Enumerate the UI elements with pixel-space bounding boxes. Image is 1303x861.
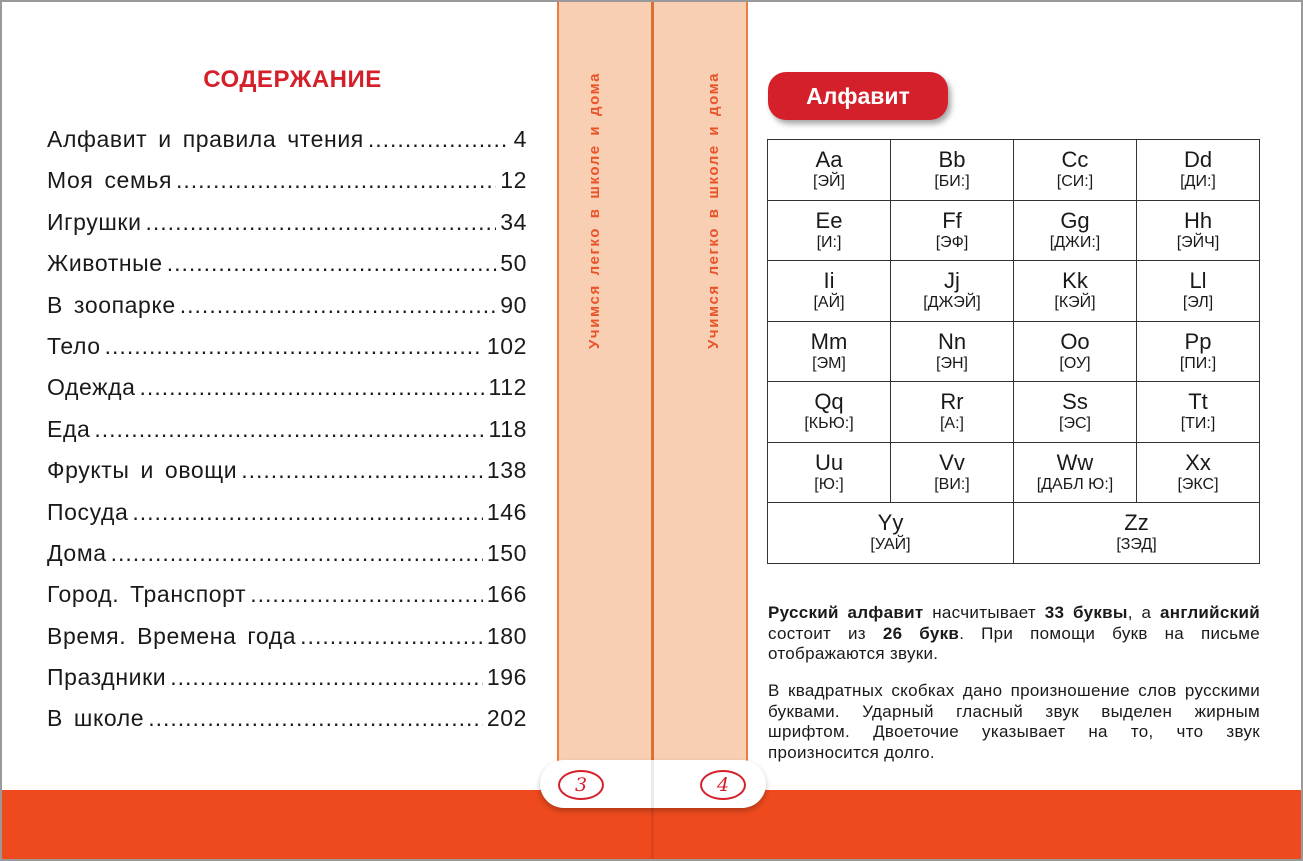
- toc-item-label: Игрушки: [47, 208, 142, 235]
- toc-dot-leader: [170, 664, 483, 691]
- alphabet-pronunciation: [КЬЮ:]: [804, 415, 854, 433]
- toc-item-label: Время. Времена года: [47, 622, 297, 649]
- toc-item-label: Тело: [47, 332, 101, 359]
- alphabet-pronunciation: [ЭКС]: [1177, 475, 1219, 493]
- alphabet-pronunciation: [А:]: [939, 415, 964, 433]
- alphabet-pronunciation: [ДИ:]: [1180, 173, 1216, 191]
- toc-item-page: 150: [486, 539, 527, 566]
- toc-item: [47, 705, 527, 746]
- toc-item-label: Еда: [47, 415, 91, 442]
- toc-dot-leader: [132, 499, 482, 526]
- alphabet-cell: [1014, 321, 1137, 382]
- alphabet-cell: [891, 321, 1014, 382]
- alphabet-letter: Dd: [1183, 147, 1213, 173]
- alphabet-pronunciation: [АЙ]: [813, 294, 845, 312]
- toc-item-page: 146: [486, 498, 527, 525]
- alphabet-pronunciation: [ДАБЛ Ю:]: [1036, 475, 1114, 493]
- toc-item-label: Животные: [47, 250, 163, 277]
- alphabet-letter: Jj: [944, 268, 960, 294]
- alphabet-pronunciation: [И:]: [816, 233, 842, 251]
- toc-item: [47, 292, 527, 333]
- toc-item-label: Моя семья: [47, 167, 172, 194]
- toc-item: [47, 250, 527, 291]
- alphabet-cell: [891, 442, 1014, 503]
- alphabet-cell: [1014, 503, 1260, 564]
- spine-right-strip: [652, 0, 748, 790]
- alphabet-letter: Ff: [942, 207, 962, 233]
- toc-dot-leader: [368, 126, 510, 153]
- alphabet-pronunciation: [Ю:]: [814, 475, 844, 493]
- toc-item-page: 102: [486, 332, 527, 359]
- toc-item-page: 4: [513, 126, 527, 152]
- toc-item: [47, 540, 527, 581]
- toc-item-page: 180: [486, 622, 527, 649]
- toc-dot-leader: [300, 623, 483, 650]
- alphabet-cell: [1137, 200, 1260, 261]
- alphabet-pronunciation: [ЭС]: [1059, 415, 1091, 433]
- toc-dot-leader: [241, 457, 483, 484]
- toc-item-label: Алфавит и правила чтения: [47, 126, 364, 152]
- toc-item-label: Одежда: [47, 374, 136, 401]
- alphabet-letter: Zz: [1124, 510, 1149, 536]
- alphabet-row: [768, 442, 1260, 503]
- toc-item-page: 196: [486, 664, 527, 691]
- toc-item-page: 166: [486, 581, 527, 608]
- toc-item-page: 118: [488, 415, 527, 442]
- alphabet-letter: Ll: [1189, 268, 1207, 294]
- alphabet-cell: [1014, 140, 1137, 201]
- toc-item-label: В школе: [47, 705, 145, 732]
- toc-item: [47, 167, 527, 208]
- bold-text-run: Русский алфавит: [768, 603, 924, 622]
- alphabet-cell: [1137, 382, 1260, 443]
- toc-dot-leader: [140, 374, 485, 401]
- toc-dot-leader: [105, 333, 483, 360]
- alphabet-cell: [768, 382, 891, 443]
- alphabet-letter: Qq: [814, 389, 844, 415]
- alphabet-pronunciation: [КЭЙ]: [1054, 294, 1096, 312]
- toc-item: [47, 209, 527, 250]
- alphabet-letter: Ss: [1062, 389, 1088, 415]
- toc-title: СОДЕРЖАНИЕ: [203, 66, 382, 93]
- alphabet-table: [767, 139, 1260, 564]
- toc-dot-leader: [250, 581, 483, 608]
- alphabet-pronunciation: [БИ:]: [934, 173, 970, 191]
- alphabet-letter: Kk: [1062, 268, 1088, 294]
- toc-item-label: Дома: [47, 539, 107, 566]
- alphabet-pronunciation: [ЭН]: [936, 354, 968, 372]
- alphabet-cell: [768, 200, 891, 261]
- alphabet-pronunciation: [ВИ:]: [934, 475, 970, 493]
- alphabet-cell: [891, 382, 1014, 443]
- toc-item: [47, 499, 527, 540]
- alphabet-cell: [1014, 442, 1137, 503]
- alphabet-row: [768, 200, 1260, 261]
- alphabet-pronunciation: [СИ:]: [1056, 173, 1094, 191]
- alphabet-pronunciation: [ЭЙЧ]: [1176, 233, 1220, 251]
- alphabet-cell: [1137, 261, 1260, 322]
- toc-list: [47, 126, 527, 747]
- alphabet-row: [768, 321, 1260, 382]
- alphabet-letter: Vv: [939, 449, 965, 475]
- text-run: . При помощи букв на письме отображаются звуки.: [768, 623, 1260, 664]
- alphabet-pronunciation: [ЗЭД]: [1116, 536, 1157, 554]
- alphabet-description: [768, 603, 1260, 665]
- toc-item-page: 50: [500, 250, 527, 277]
- toc-item-label: Праздники: [47, 664, 167, 691]
- alphabet-pronunciation: [ТИ:]: [1180, 415, 1216, 433]
- alphabet-cell: [768, 261, 891, 322]
- toc-item-label: Посуда: [47, 498, 129, 525]
- toc-item: [47, 664, 527, 705]
- alphabet-row: [768, 503, 1260, 564]
- alphabet-letter: Cc: [1061, 147, 1089, 173]
- alphabet-letter: Ii: [823, 268, 835, 294]
- toc-item-page: 202: [486, 705, 527, 732]
- alphabet-letter: Uu: [814, 449, 844, 475]
- page-number-left: 3: [558, 770, 604, 800]
- toc-item: [47, 623, 527, 664]
- toc-item: [47, 333, 527, 374]
- alphabet-letter: Oo: [1060, 328, 1090, 354]
- alphabet-row: [768, 140, 1260, 201]
- alphabet-letter: Bb: [938, 147, 966, 173]
- toc-item: [47, 374, 527, 415]
- alphabet-pronunciation: [ЭЙ]: [813, 173, 845, 191]
- alphabet-cell: [891, 200, 1014, 261]
- alphabet-letter: Nn: [937, 328, 967, 354]
- alphabet-cell: [1137, 442, 1260, 503]
- alphabet-letter: Ee: [815, 207, 843, 233]
- alphabet-letter: Mm: [810, 328, 848, 354]
- text-run: насчитывает: [923, 603, 1045, 622]
- toc-dot-leader: [94, 416, 484, 443]
- alphabet-cell: [768, 442, 891, 503]
- alphabet-cell: [1014, 261, 1137, 322]
- toc-item: [47, 457, 527, 498]
- alphabet-pronunciation: [ДЖИ:]: [1049, 233, 1101, 251]
- alphabet-letter: Ww: [1056, 449, 1094, 475]
- alphabet-cell: [891, 261, 1014, 322]
- toc-item-label: В зоопарке: [47, 291, 176, 318]
- alphabet-cell: [1014, 382, 1137, 443]
- alphabet-pronunciation: [УАЙ]: [870, 536, 911, 554]
- toc-dot-leader: [167, 250, 497, 277]
- toc-item-page: 12: [500, 167, 527, 194]
- alphabet-cell: [768, 503, 1014, 564]
- alphabet-cell: [1137, 321, 1260, 382]
- toc-item-page: 34: [500, 208, 527, 235]
- alphabet-pronunciation: [ЭФ]: [935, 233, 969, 251]
- toc-item-label: Город. Транспорт: [47, 581, 247, 608]
- alphabet-row: [768, 382, 1260, 443]
- page-fold: [651, 0, 654, 861]
- alphabet-heading: Алфавит: [768, 72, 948, 120]
- alphabet-letter: Aa: [815, 147, 843, 173]
- spine-caption-right: Учимся легко в школе и дома: [705, 72, 722, 350]
- alphabet-letter: Yy: [877, 510, 904, 536]
- toc-item-page: 112: [488, 374, 527, 401]
- toc-item: [47, 581, 527, 622]
- text-run: , а: [1127, 603, 1161, 622]
- alphabet-letter: Rr: [940, 389, 964, 415]
- alphabet-letter: Pp: [1184, 328, 1212, 354]
- pronunciation-note: В квадратных скобках дано произношение слов русскими буквами. Ударный гласный звук выделен жирным шрифтом. Двоеточие указывает на то, что звук произносится долго.: [768, 681, 1260, 762]
- alphabet-letter: Xx: [1185, 449, 1211, 475]
- toc-item-label: Фрукты и овощи: [47, 457, 238, 484]
- text-run: состоит из: [768, 623, 883, 643]
- alphabet-cell: [891, 140, 1014, 201]
- alphabet-pronunciation: [ПИ:]: [1179, 354, 1217, 372]
- toc-dot-leader: [180, 292, 496, 319]
- alphabet-cell: [768, 140, 891, 201]
- alphabet-pronunciation: [ЭМ]: [812, 354, 846, 372]
- bold-text-run: 26 букв: [882, 623, 960, 643]
- alphabet-pronunciation: [ДЖЭЙ]: [923, 294, 981, 312]
- alphabet-letter: Hh: [1183, 207, 1213, 233]
- alphabet-row: [768, 261, 1260, 322]
- toc-dot-leader: [146, 209, 497, 236]
- alphabet-cell: [768, 321, 891, 382]
- toc-dot-leader: [111, 540, 483, 567]
- alphabet-cell: [1137, 140, 1260, 201]
- bold-text-run: английский: [1160, 603, 1260, 622]
- bold-text-run: 33 буквы: [1044, 603, 1128, 622]
- toc-item-page: 138: [486, 457, 527, 484]
- toc-dot-leader: [148, 705, 483, 732]
- toc-item: [47, 126, 527, 167]
- spine-caption-left: Учимся легко в школе и дома: [586, 72, 603, 350]
- alphabet-pronunciation: [ЭЛ]: [1182, 294, 1214, 312]
- toc-item-page: 90: [500, 291, 527, 318]
- alphabet-letter: Tt: [1188, 389, 1208, 415]
- alphabet-cell: [1014, 200, 1137, 261]
- toc-item: [47, 416, 527, 457]
- page-number-right: 4: [700, 770, 746, 800]
- toc-dot-leader: [176, 167, 496, 194]
- alphabet-pronunciation: [ОУ]: [1059, 354, 1091, 372]
- alphabet-letter: Gg: [1060, 207, 1090, 233]
